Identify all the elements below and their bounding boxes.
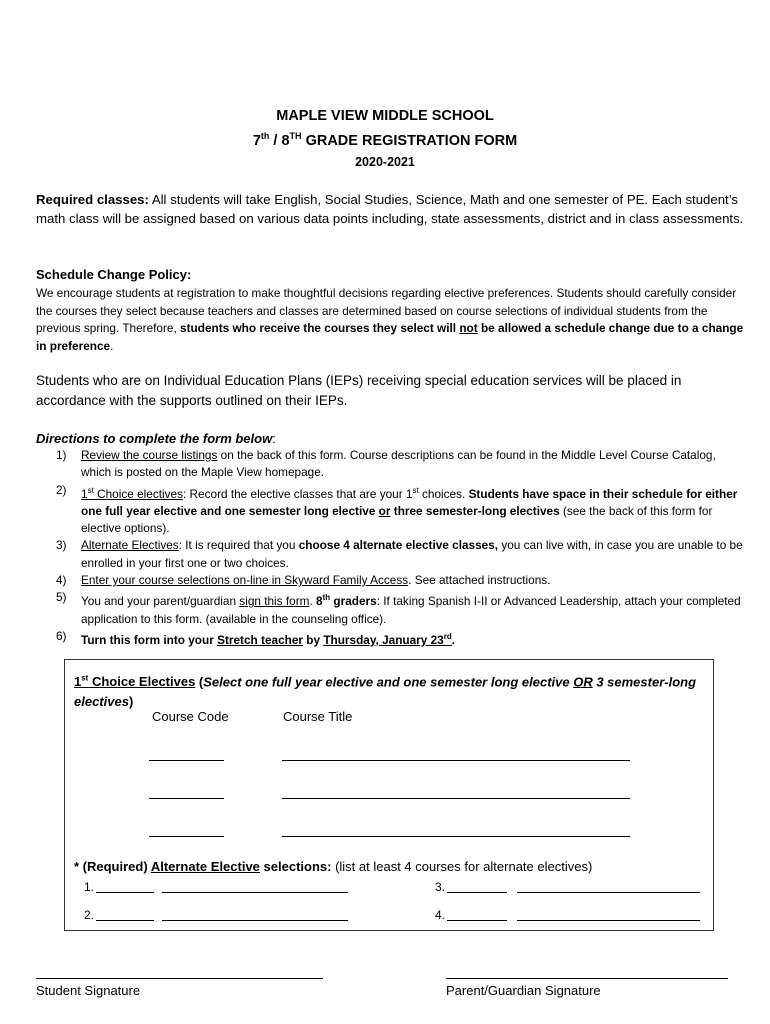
course-code-field[interactable] [149,760,224,761]
directions-list [36,447,746,649]
electives-box [64,659,714,931]
course-code-header: Course Code [152,709,229,724]
student-signature-line[interactable] [36,978,323,979]
parent-signature-line[interactable] [446,978,728,979]
electives-box-title: 1st Choice Electives (Select one full year elective and one semester long elective OR 3 semester-long electives) [74,674,697,710]
course-title-field[interactable] [282,836,630,837]
course-title-header: Course Title [283,709,353,724]
iep-text: Students who are on Individual Education Plans (IEPs) receiving special education services will be placed in accordance with the supports outlined on their IEPs. [36,373,682,408]
alt-title-field[interactable] [517,892,700,893]
direction-item: 2) 1st Choice electives: Record the elective classes that are your 1st choices. Students have space in their schedule for either one full year elective and one semester long elective or three semester-long electives (see the back of this form for elective options). [56,482,738,536]
alt-code-field[interactable] [96,892,154,893]
alt-title-field[interactable] [162,920,348,921]
directions-heading: Directions to complete the form below: [36,431,276,446]
policy-text: We encourage students at registration to make thoughtful decisions regarding elective preferences. Students should carefully consider the courses they select because teachers and classes are determined based on course selections of individual students from the previous spring. Therefore, students who receive the courses they select will not be allowed a schedule change due to a change in preference. [36,286,744,353]
form-title: 7th / 8TH GRADE REGISTRATION FORM [252,131,518,149]
policy-heading: Schedule Change Policy: [36,267,192,282]
school-name: MAPLE VIEW MIDDLE SCHOOL [276,108,494,124]
parent-signature-label: Parent/Guardian Signature [446,983,601,998]
alt-number: 4. [435,908,446,922]
alt-title-field[interactable] [517,920,700,921]
required-classes: Required classes: All students will take English, Social Studies, Science, Math and one semester of PE. Each student’s math class will be assigned based on various data points including, state assessments, district and in class assessments. [36,192,744,226]
course-code-field[interactable] [149,798,224,799]
alt-code-field[interactable] [96,920,154,921]
alt-title-field[interactable] [162,892,348,893]
course-code-field[interactable] [149,836,224,837]
course-title-field[interactable] [282,798,630,799]
direction-item: 1) Review the course listings on the back of this form. Course descriptions can be found in the Middle Level Course Catalog, which is posted on the Maple View homepage. [56,448,716,480]
alt-number: 1. [84,880,95,894]
alt-number: 3. [435,880,446,894]
student-signature-label: Student Signature [36,983,141,998]
direction-item: 4) Enter your course selections on-line in Skyward Family Access. See attached instructions. [56,573,551,587]
course-title-field[interactable] [282,760,630,761]
alt-code-field[interactable] [447,920,507,921]
direction-item: 5) You and your parent/guardian sign this form. 8th graders: If taking Spanish I-II or Advanced Leadership, attach your completed application to this form. (available in the counseling office). [56,590,741,626]
direction-item: 3) Alternate Electives: It is required that you choose 4 alternate elective classes, you can live with, in case you are unable to be enrolled in your first one or two choices. [56,538,743,570]
alt-number: 2. [84,908,95,922]
alternate-electives-heading: * (Required) Alternate Elective selections: (list at least 4 courses for alternate electives) [74,859,593,874]
direction-item: 6) Turn this form into your Stretch teacher by Thursday, January 23rd. [56,628,456,647]
school-year: 2020-2021 [355,155,415,169]
alt-code-field[interactable] [447,892,507,893]
